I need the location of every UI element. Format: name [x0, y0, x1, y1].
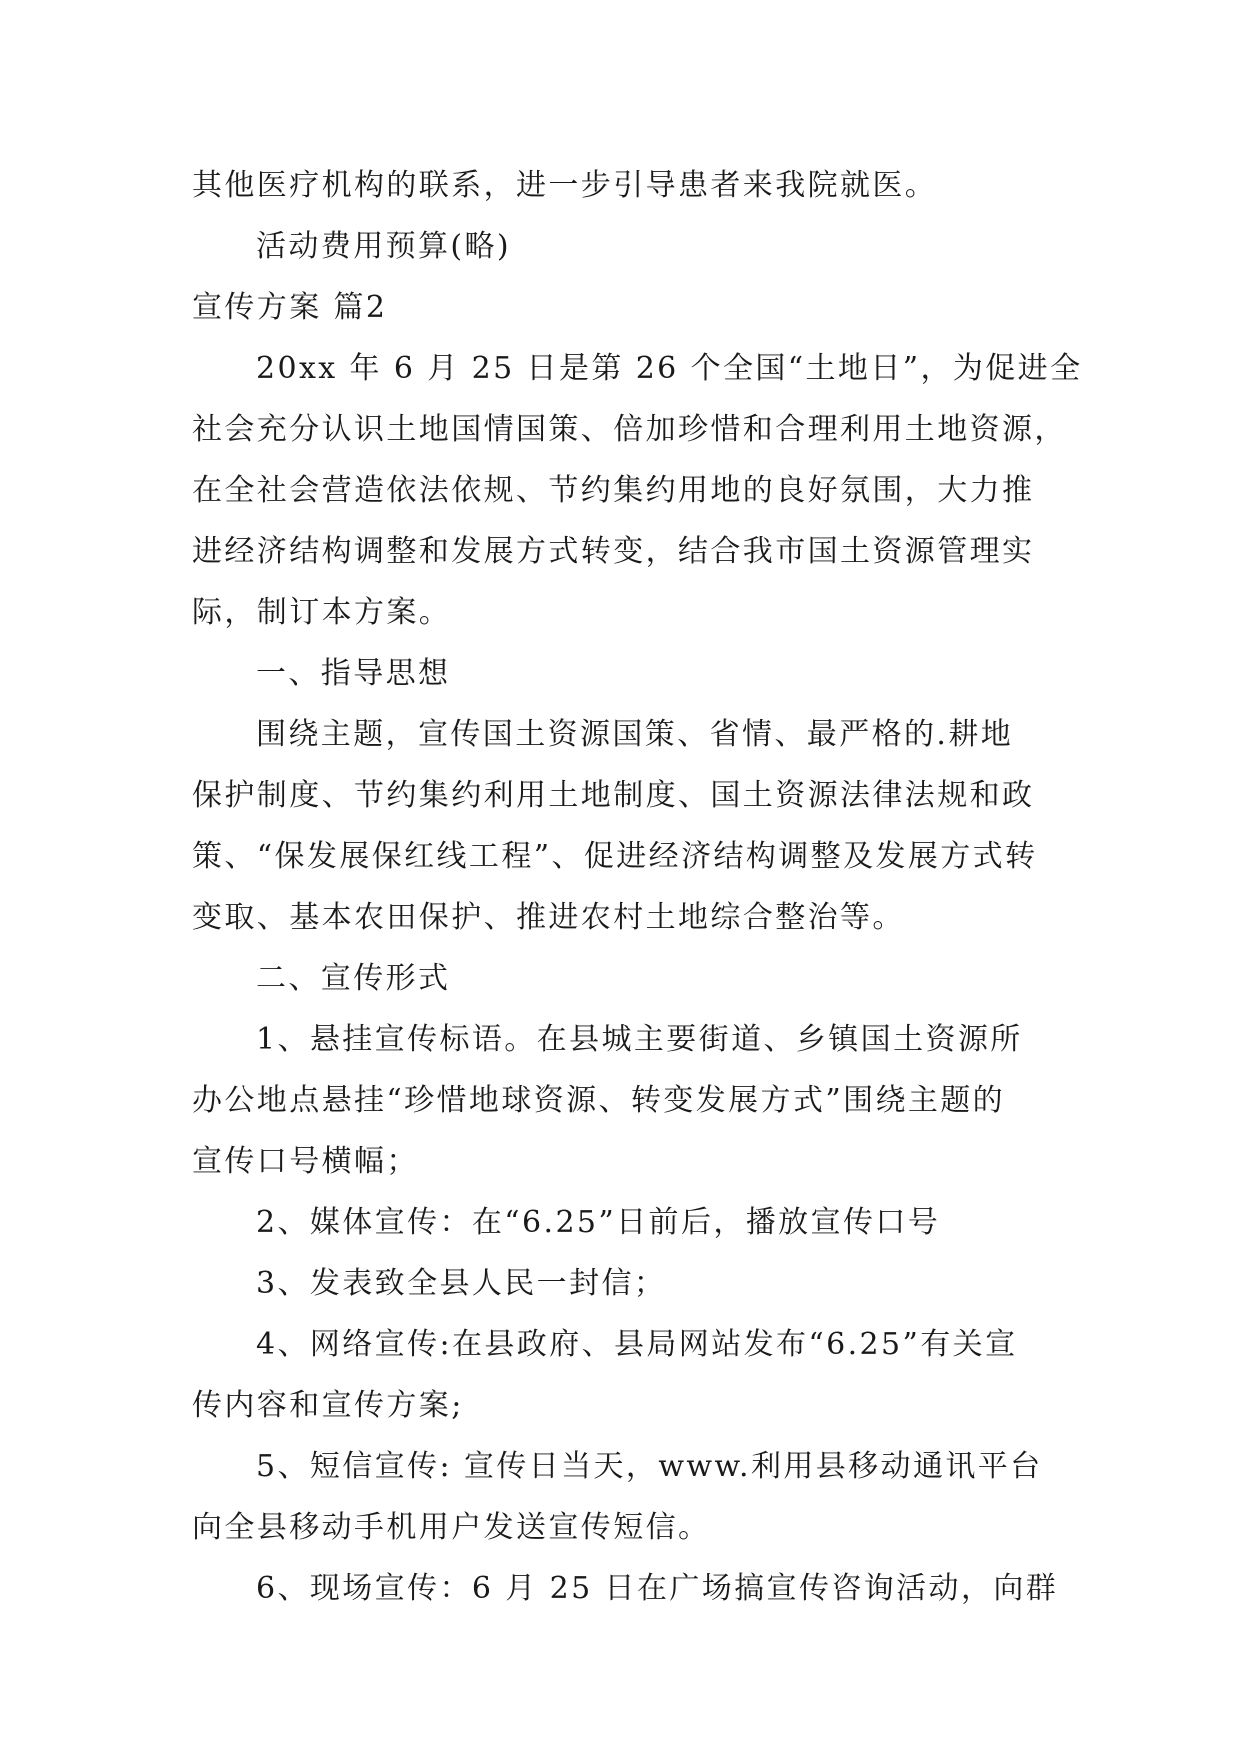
- subheading: 二、宣传形式: [256, 961, 451, 996]
- list-item: 3、发表致全县人民一封信；: [256, 1266, 667, 1301]
- subheading: 一、指导思想: [256, 656, 451, 691]
- document-body: [192, 155, 1083, 1619]
- paragraph-line: 在全社会营造依法依规、节约集约用地的良好氛围，大力推: [192, 473, 1035, 508]
- section-title: 宣传方案 篇2: [192, 290, 388, 325]
- list-item: 6、现场宣传：6 月 25 日在广场搞宣传咨询活动，向群: [256, 1571, 1059, 1606]
- paragraph-line: 变取、基本农田保护、推进农村土地综合整治等。: [192, 900, 905, 935]
- paragraph-line: 社会充分认识土地国情国策、倍加珍惜和合理利用土地资源，: [192, 412, 1067, 447]
- list-item: 5、短信宣传: 宣传日当天，www.利用县移动通讯平台: [256, 1449, 1043, 1484]
- list-item: 1、悬挂宣传标语。在县城主要街道、乡镇国土资源所: [256, 1022, 1023, 1057]
- list-item: 2、媒体宣传：在“6.25”日前后，播放宣传口号: [256, 1205, 941, 1240]
- paragraph-line: 际，制订本方案。: [192, 595, 452, 630]
- paragraph-line: 传内容和宣传方案;: [192, 1388, 464, 1423]
- paragraph-line: 办公地点悬挂“珍惜地球资源、转变发展方式”围绕主题的: [192, 1083, 1006, 1118]
- paragraph-line: 策、“保发展保红线工程”、促进经济结构调整及发展方式转: [192, 839, 1038, 874]
- paragraph-line: 围绕主题，宣传国土资源国策、省情、最严格的.耕地: [256, 717, 1014, 752]
- paragraph-line: 保护制度、节约集约利用土地制度、国土资源法律法规和政: [192, 778, 1035, 813]
- paragraph-line: 20xx 年 6 月 25 日是第 26 个全国“土地日”，为促进全: [256, 351, 1083, 386]
- paragraph-line: 向全县移动手机用户发送宣传短信。: [192, 1510, 711, 1545]
- paragraph-line: 其他医疗机构的联系，进一步引导患者来我院就医。: [192, 168, 938, 203]
- list-item: 4、网络宣传:在县政府、县局网站发布“6.25”有关宣: [256, 1327, 1018, 1362]
- paragraph-line: 宣传口号横幅；: [192, 1144, 419, 1179]
- paragraph-line: 进经济结构调整和发展方式转变，结合我市国土资源管理实: [192, 534, 1035, 569]
- paragraph-line: 活动费用预算(略): [256, 229, 512, 264]
